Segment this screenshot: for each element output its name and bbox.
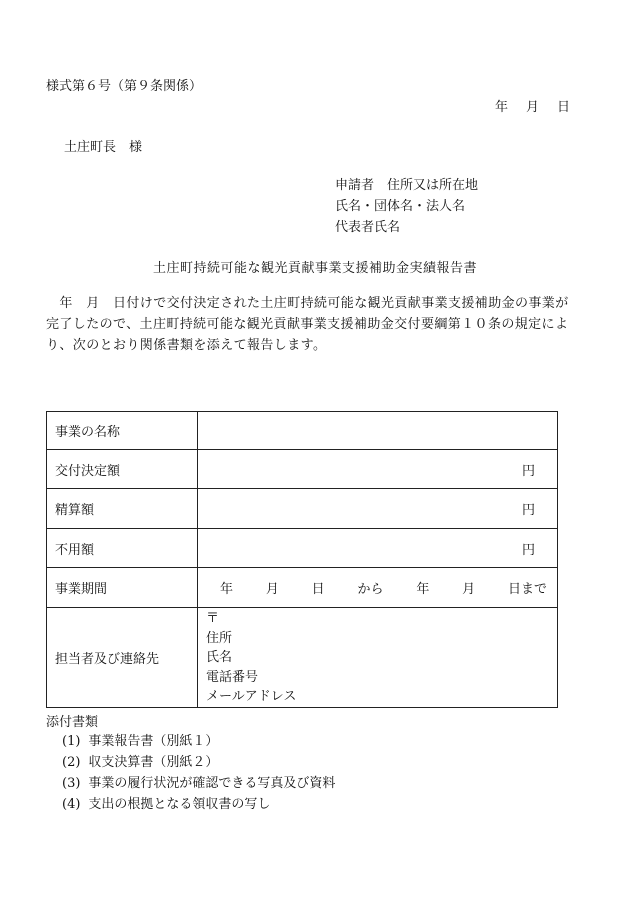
table-row: [47, 450, 558, 489]
date-year: 年: [494, 100, 508, 115]
period-field[interactable]: [198, 568, 558, 608]
applicant-block: [335, 175, 478, 238]
body-text: 年 月 日付けで交付決定された土庄町持続可能な観光貢献事業支援補助金の事業が完了したので、土庄町持続可能な観光貢献事業支援補助金交付要綱第１０条の規定により、次のとおり関係書類を添えて報告します。: [46, 296, 569, 353]
list-item: [62, 794, 335, 815]
report-date: [477, 96, 570, 115]
grant-amount-label: 交付決定額: [47, 450, 198, 489]
form-number: 様式第６号（第９条関係）: [46, 79, 203, 94]
item-number: (3): [62, 776, 81, 791]
period-from: から: [357, 582, 384, 597]
document-title: 土庄町持続可能な観光貢献事業支援補助金実績報告書: [152, 261, 477, 276]
project-name-field[interactable]: [198, 412, 558, 450]
attachments-title: 添付書類: [46, 715, 99, 730]
attachments-list: [62, 731, 335, 815]
unused-amount-label: 不用額: [47, 529, 198, 568]
table-row: [47, 608, 558, 708]
report-table: [46, 411, 558, 708]
grant-amount-field[interactable]: [198, 450, 558, 489]
contact-name: 氏名: [206, 650, 233, 666]
period-end-year: 年: [416, 582, 430, 597]
settled-amount-label: 精算額: [47, 489, 198, 529]
yen-unit: 円: [521, 542, 535, 558]
period-start-day: 日: [311, 582, 325, 597]
period-end-month: 月: [462, 582, 476, 597]
table-row: [47, 529, 558, 568]
period-start-year: 年: [220, 582, 234, 597]
contact-field[interactable]: [198, 608, 558, 708]
unused-amount-field[interactable]: [198, 529, 558, 568]
list-item: [62, 731, 335, 752]
table-row: [47, 568, 558, 608]
contact-lines: [206, 608, 549, 707]
item-text: 事業報告書（別紙１）: [88, 734, 219, 749]
period-values: [206, 578, 549, 597]
contact-address: 住所: [206, 630, 233, 646]
date-month: 月: [525, 100, 539, 115]
project-name-label: 事業の名称: [47, 412, 198, 450]
settled-amount-field[interactable]: [198, 489, 558, 529]
yen-unit: 円: [521, 503, 535, 518]
yen-unit: 円: [521, 463, 535, 479]
contact-phone: 電話番号: [206, 669, 259, 685]
applicant-name: 氏名・団体名・法人名: [335, 199, 466, 214]
item-text: 収支決算書（別紙２）: [88, 755, 219, 770]
item-number: (1): [62, 734, 81, 749]
item-text: 事業の履行状況が確認できる写真及び資料: [88, 776, 336, 791]
period-start-month: 月: [265, 582, 279, 597]
list-item: [62, 752, 335, 773]
list-item: [62, 773, 335, 794]
period-end-day: 日まで: [507, 582, 547, 597]
period-label: 事業期間: [47, 568, 198, 608]
applicant-representative: 代表者氏名: [335, 220, 401, 235]
item-number: (4): [62, 797, 81, 812]
date-day: 日: [556, 100, 570, 115]
postal-mark: 〒: [206, 611, 220, 627]
contact-email: メールアドレス: [206, 689, 297, 705]
addressee: 土庄町長 様: [64, 140, 143, 155]
item-number: (2): [62, 755, 81, 770]
table-row: [47, 412, 558, 450]
applicant-address: 申請者 住所又は所在地: [335, 178, 479, 193]
contact-label: 担当者及び連絡先: [47, 608, 198, 708]
item-text: 支出の根拠となる領収書の写し: [88, 797, 271, 812]
table-row: [47, 489, 558, 529]
